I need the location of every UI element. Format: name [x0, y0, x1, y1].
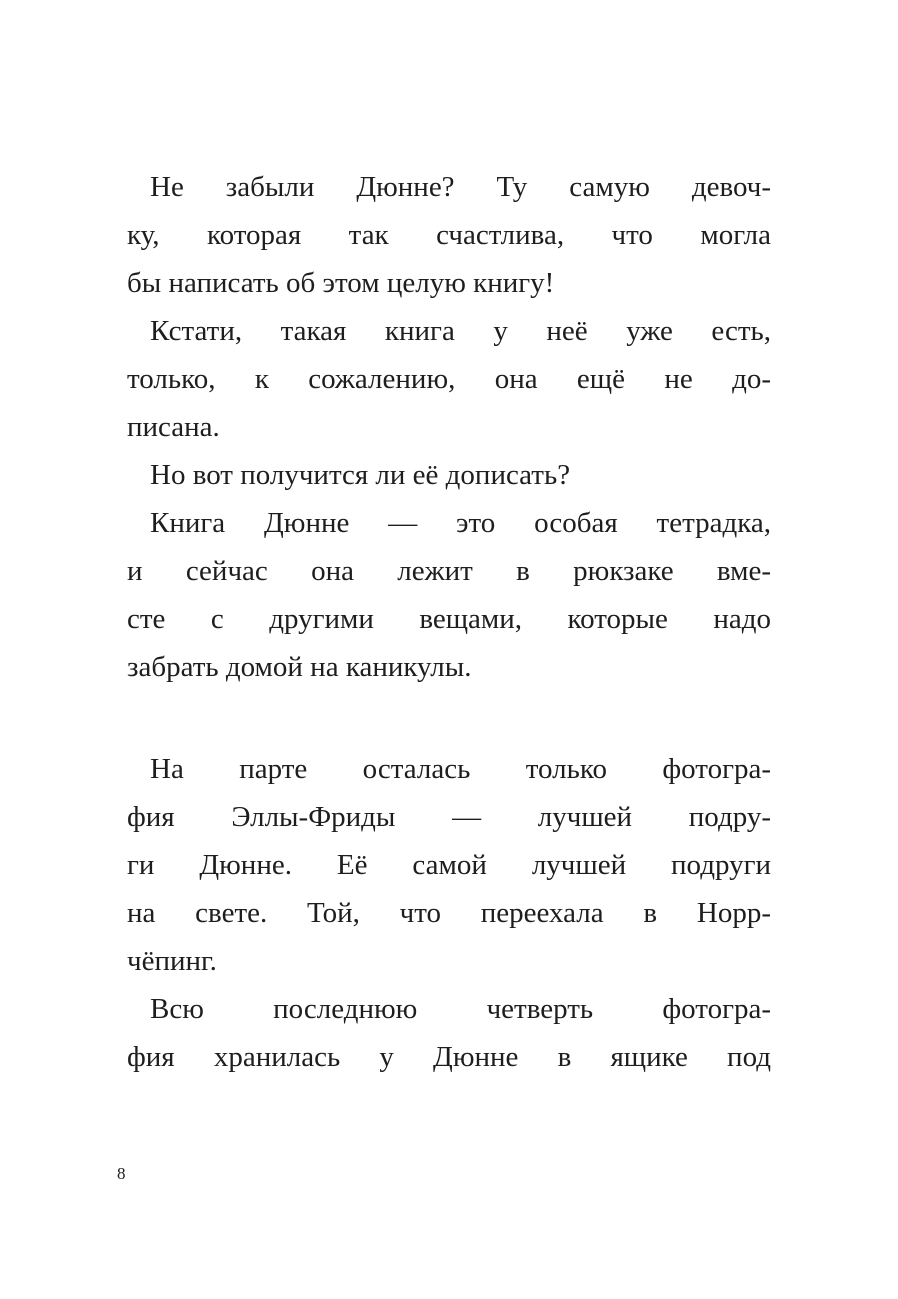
- paragraph: [127, 499, 771, 691]
- text-line: Книга Дюнне — это особая тетрадка,: [150, 507, 771, 539]
- text-section-2: [127, 745, 771, 1081]
- text-line: ку, которая так счастлива, что могла: [127, 219, 771, 251]
- text-line: бы написать об этом целую книгу!: [127, 267, 555, 299]
- text-line: только, к сожалению, она ещё не до-: [127, 363, 771, 395]
- text-line: На парте осталась только фотогра-: [150, 753, 771, 785]
- text-line: сте с другими вещами, которые надо: [127, 603, 771, 635]
- text-line: Не забыли Дюнне? Ту самую девоч-: [150, 171, 771, 203]
- text-line: Но вот получится ли её дописать?: [150, 459, 571, 491]
- text-line: Всю последнюю четверть фотогра-: [150, 993, 771, 1025]
- text-line: фия хранилась у Дюнне в ящике под: [127, 1041, 771, 1073]
- text-line: и сейчас она лежит в рюкзаке вме-: [127, 555, 771, 587]
- text-line: на свете. Той, что переехала в Норр-: [127, 897, 771, 929]
- paragraph: [127, 745, 771, 985]
- text-line: Кстати, такая книга у неё уже есть,: [150, 315, 771, 347]
- text-line: чёпинг.: [127, 945, 217, 977]
- text-line: фия Эллы-Фриды — лучшей подру-: [127, 801, 771, 833]
- text-line: ги Дюнне. Её самой лучшей подруги: [127, 849, 771, 881]
- page-number: 8: [117, 1164, 126, 1183]
- paragraph: [127, 451, 771, 499]
- paragraph: [127, 985, 771, 1081]
- text-section-1: [127, 163, 771, 691]
- paragraph: [127, 163, 771, 307]
- paragraph: [127, 307, 771, 451]
- text-line: забрать домой на каникулы.: [127, 651, 472, 683]
- text-line: писана.: [127, 411, 220, 443]
